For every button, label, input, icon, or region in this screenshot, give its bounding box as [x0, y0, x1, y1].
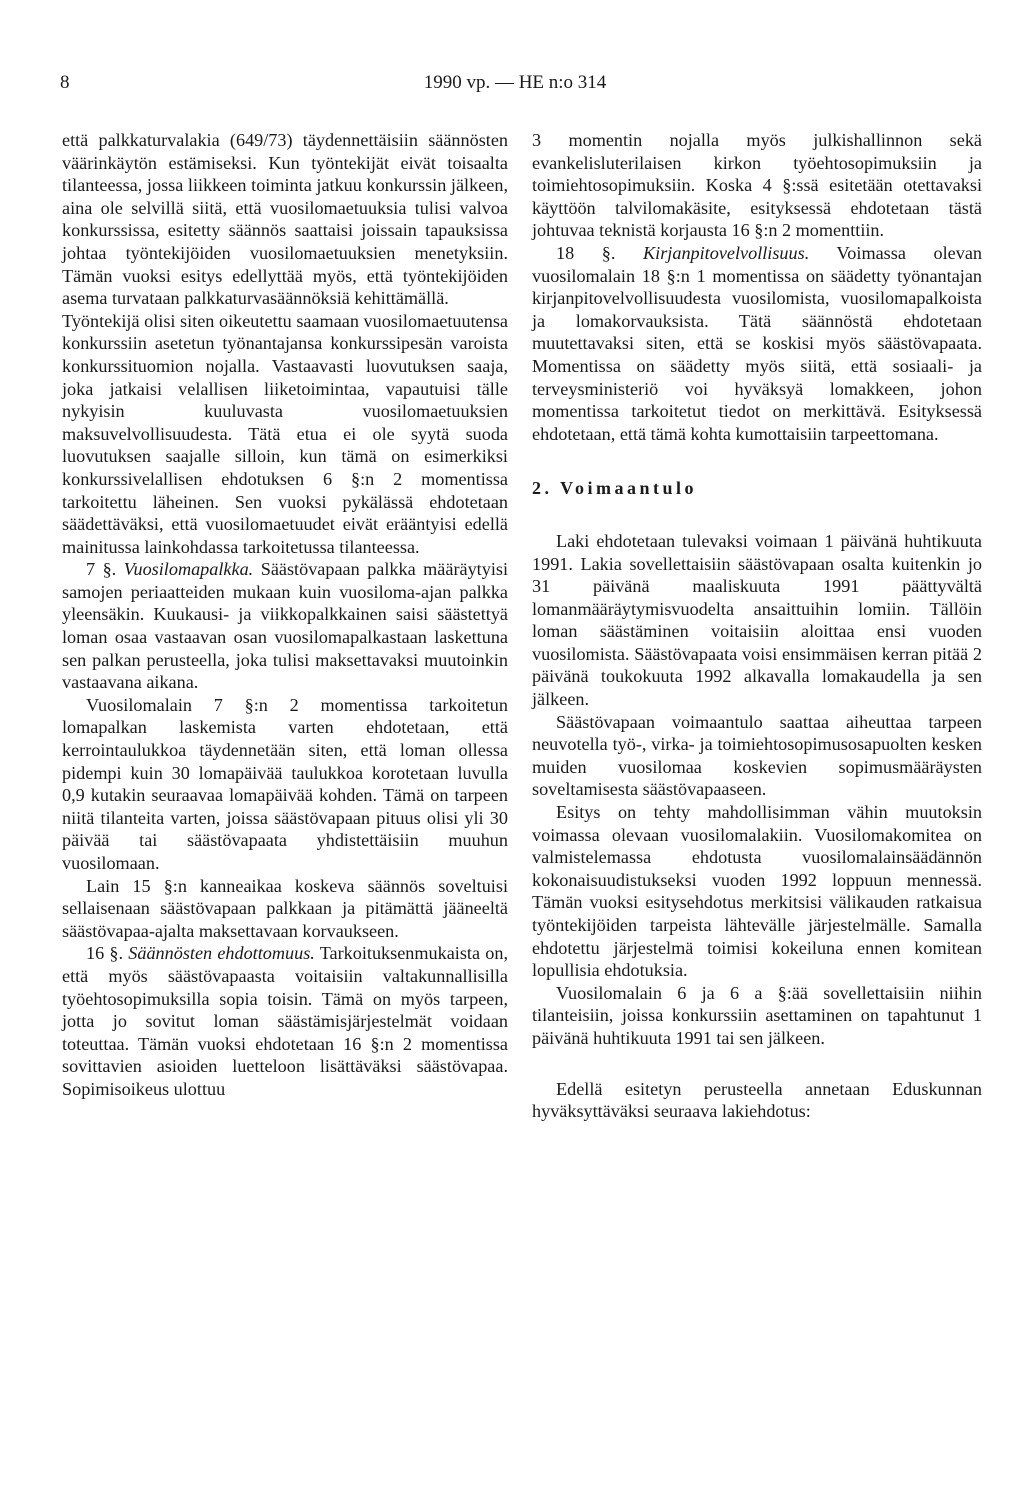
paragraph-section-16 [62, 942, 508, 1100]
paragraph: Työntekijä olisi siten oikeutettu saamaan vuosilomaetuutensa konkurssiin asetetun työnantajansa konkurssipesän varoista konkurssituomion nojalla. Vastaavasti luovutuksen saaja, joka jatkaisi velallisen liiketoimintaa, vapautuisi tälle nykyisin kuuluvasta vuosilomaetuuksien maksuvelvollisuudesta. Tätä etua ei ole syytä suoda luovutuksen saajalle silloin, kun tämä on esimerkiksi konkurssivelallisen ehdotuksen 6 §:n 2 momentissa tarkoitettu läheinen. Sen vuoksi pykälässä ehdotetaan säädettäväksi, että vuosilomaetuudet eivät erääntyisi edellä mainitussa lainkohdassa tarkoitetussa tilanteessa. [62, 310, 508, 557]
section-heading: 2. Voimaantulo [532, 478, 698, 499]
paragraph: Esitys on tehty mahdollisimman vähin muutoksin voimassa olevaan vuosilomalakiin. Vuosilomakomitea on valmistelemassa ehdotusta vuosilomalainsäädännön kokonaisuudistukseksi vuoden 1992 loppuun mennessä. Tämän vuoksi esitysehdotus merkitsisi välikauden ratkaisua työntekijöiden tarpeista lähtevälle järjestelmälle. Samalla ehdotettu järjestelmä toimisi kokeiluna ennen komitean lopullisia ehdotuksia. [532, 802, 982, 981]
running-title: 1990 vp. — HE n:o 314 [423, 72, 607, 93]
page-number: 8 [60, 72, 70, 93]
paragraph: Vuosilomalain 6 ja 6 a §:ää sovellettaisiin niihin tilanteisiin, joissa konkurssiin asettaminen on tapahtunut 1 päivänä huhtikuuta 1991 tai sen jälkeen. [532, 982, 982, 1048]
section-title: Kirjanpitovelvollisuus. [643, 242, 810, 263]
page-header [60, 72, 970, 102]
section-number: 7 §. [86, 559, 124, 580]
paragraph: että palkkaturvalakia (649/73) täydennettäisiin säännösten väärinkäytön estämiseksi. Kun työntekijät eivät toisaalta tilanteessa, jossa liikkeen toiminta jatkuu konkurssin jälkeen, aina ole selvillä siitä, että vuosilomaetuuksia tulisi valvoa konkurssissa, esitetty säännös saattaisi joissain tapauksissa johtaa työntekijöiden vuosilomaetuuksien menetyksiin. Tämän vuoksi esitys edellyttää myös, että työntekijöiden asema turvataan palkkaturvasäännöksiä kehittämällä. [62, 130, 508, 309]
paragraph-section-7 [62, 558, 508, 694]
section-number: 16 §. [86, 943, 129, 964]
left-column [62, 129, 508, 1101]
section-number: 18 §. [556, 242, 644, 263]
paragraph: Lain 15 §:n kanneaikaa koskeva säännös soveltuisi sellaisenaan säästövapaan palkkaan ja pitämättä jääneeltä säästövapaa-ajalta maksettavaan korvaukseen. [62, 875, 508, 941]
section-body: Säästövapaan palkka määräytyisi samojen periaatteiden mukaan kuin vuosiloma-ajan palkka yleensäkin. Kuukausi- ja viikkopalkkainen saisi säästettyä loman osaa vastaavan osan vuosilomapalkastaan laskettuna sen palkan perusteella, joka tulisi maksettavaksi muutoinkin vastaavana aikana. [62, 559, 509, 693]
paragraph: 3 momentin nojalla myös julkishallinnon sekä evankelisluterilaisen kirkon työehtosopimuksiin ja toimiehtosopimuksiin. Koska 4 §:ssä esitetään otettavaksi käyttöön talvilomakäsite, esityksessä ehdotetaan tästä johtuvaa teknistä korjausta 16 §:n 2 momenttiin. [532, 130, 982, 241]
paragraph: Vuosilomalain 7 §:n 2 momentissa tarkoitetun lomapalkan laskemista varten ehdotetaan, että kerrointaulukkoa täydennetään siten, että loman ollessa pidempi kuin 30 lomapäivää taulukkoa korotetaan luvulla 0,9 kutakin seuraavaa lomapäivää kohden. Tämä on tarpeen niitä tilanteita varten, joissa säästövapaan pituus olisi yli 30 päivää tai säästövapaata yhdistettäisiin muuhun vuosilomaan. [62, 694, 508, 873]
section-body: Tarkoituksenmukaista on, että myös säästövapaasta voitaisiin valtakunnallisilla työehtosopimuksilla sopia toisin. Tämä on myös tarpeen, jotta jo sovitut loman säästämisjärjestelmät voidaan toteuttaa. Tämän vuoksi ehdotetaan 16 §:n 2 momentissa sovittavien asioiden luetteloon lisättäväksi säästövapaa. Sopimisoikeus ulottuu [62, 943, 509, 1099]
paragraph-section-18 [532, 242, 982, 445]
paragraph: Säästövapaan voimaantulo saattaa aiheuttaa tarpeen neuvotella työ-, virka- ja toimiehtosopimusosapuolten kesken muiden vuosilomaa koskevien sopimusmääräysten soveltamisesta säästövapaaseen. [532, 711, 982, 800]
section-title: Säännösten ehdottomuus. [128, 943, 315, 964]
right-column [532, 129, 982, 1123]
section-body: Voimassa olevan vuosilomalain 18 §:n 1 momentissa on säädetty työnantajan kirjanpitovelvollisuudesta vuosilomista, vuosilomapalkoista ja lomakorvauksista. Tätä säännöstä ehdotetaan muutettavaksi siten, että se koskisi myös säästövapaata. Momentissa on säädetty myös siitä, että sosiaali- ja terveysministeriö voi hyväksyä lomakkeen, johon momentissa tarkoitetut tiedot on merkittävä. Esityksessä ehdotetaan, että tämä kohta kumottaisiin tarpeettomana. [532, 242, 982, 444]
paragraph: Laki ehdotetaan tulevaksi voimaan 1 päivänä huhtikuuta 1991. Lakia sovellettaisiin säästövapaan osalta kuitenkin jo 31 päivänä maaliskuuta 1991 päättyvältä lomanmääräytymisvuodelta ansaittuihin lomiin. Tällöin loman säästäminen voitaisiin aloittaa ensi vuoden vuosilomista. Säästövapaata voisi ensimmäisen kerran pitää 2 päivänä toukokuuta 1992 alkavalla lomakaudella ja sen jälkeen. [532, 530, 982, 710]
paragraph-conclusion: Edellä esitetyn perusteella annetaan Eduskunnan hyväksyttäväksi seuraava lakiehdotus: [532, 1078, 982, 1122]
section-title: Vuosilomapalkka. [123, 559, 254, 580]
spacer [532, 1050, 982, 1078]
